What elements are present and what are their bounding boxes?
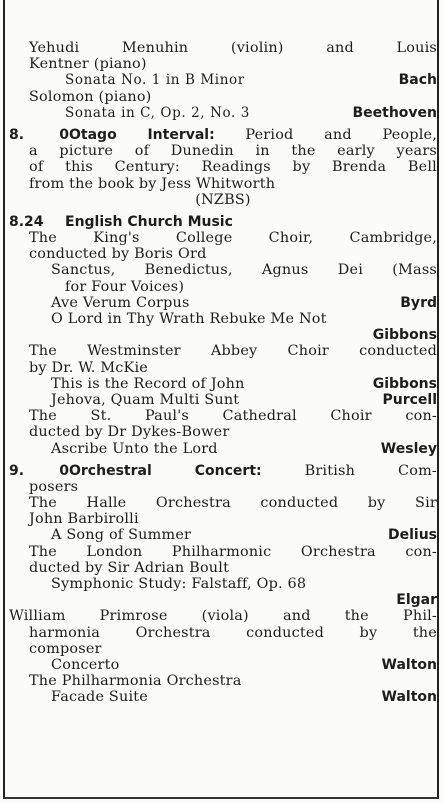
programme-work: Sonata in C, Op. 2, No. 3 Beethoven bbox=[65, 104, 437, 121]
programme-line: ducted by Sir Adrian Boult bbox=[29, 559, 230, 576]
programme-line: John Barbirolli bbox=[29, 511, 139, 528]
programme-line: (NZBS) bbox=[195, 191, 251, 208]
programme-work: Symphonic Study: Falstaff, Op. 68 bbox=[51, 576, 307, 592]
programme-line: William Primrose (viola) and the Phil- bbox=[9, 608, 437, 625]
left-column-rule bbox=[3, 0, 5, 798]
programme-line: posers bbox=[29, 478, 79, 495]
composer-name: Byrd bbox=[396, 295, 437, 311]
programme-line: The Halle Orchestra conducted by Sir bbox=[29, 495, 437, 512]
composer-name: Gibbons bbox=[369, 376, 437, 392]
bottom-rule bbox=[3, 797, 439, 799]
programme-line: The St. Paul's Cathedral Choir con- bbox=[29, 408, 437, 425]
composer-name: Delius bbox=[384, 527, 437, 543]
programme-work: Sonata No. 1 in B Minor Bach bbox=[65, 72, 437, 89]
programme-line: Kentner (piano) bbox=[29, 56, 147, 73]
programme-line: Yehudi Menuhin (violin) and Louis bbox=[29, 40, 437, 56]
programme-line: by Dr. W. McKie bbox=[29, 359, 148, 376]
programme-heading: 8. 0Otago Interval: Period and People, bbox=[9, 126, 437, 143]
programme-line: The Westminster Abbey Choir conducted bbox=[29, 343, 437, 360]
programme-work: O Lord in Thy Wrath Rebuke Me Not bbox=[51, 311, 327, 327]
programme-line: The London Philharmonic Orchestra con- bbox=[29, 543, 437, 560]
programme-work: Ave Verum Corpus Byrd bbox=[51, 294, 437, 311]
programme-heading: 9. 0Orchestral Concert: British Com- bbox=[9, 462, 437, 479]
programme-work: for Four Voices) bbox=[65, 278, 185, 295]
programme-title: Otago Interval: bbox=[69, 126, 215, 143]
programme-line: Solomon (piano) bbox=[29, 88, 152, 105]
programme-time: 9. 0 bbox=[9, 462, 69, 479]
composer-name: Walton bbox=[378, 689, 437, 705]
programme-line: The Philharmonia Orchestra bbox=[29, 673, 242, 690]
programme-line: a picture of Dunedin in the early years bbox=[29, 143, 437, 160]
programme-line: from the book by Jess Whitworth bbox=[29, 175, 276, 192]
composer-name: Bach bbox=[395, 72, 437, 88]
composer-name: Elgar bbox=[392, 592, 437, 608]
programme-line: of this Century: Readings by Brenda Bell bbox=[29, 159, 437, 176]
programme-time: 8. 0 bbox=[9, 126, 69, 143]
programme-time: 8.24 bbox=[9, 213, 44, 230]
composer-name: Wesley bbox=[377, 441, 437, 457]
programme-work bbox=[9, 592, 437, 608]
programme-work: Ascribe Unto the Lord Wesley bbox=[51, 440, 437, 457]
programme-line: The King's College Choir, Cambridge, bbox=[29, 230, 437, 247]
programme-title: Orchestral Concert: bbox=[69, 462, 262, 479]
programme-work bbox=[9, 327, 437, 343]
programme-work: Concerto Walton bbox=[51, 656, 437, 673]
composer-name: Purcell bbox=[378, 392, 437, 408]
right-column-rule bbox=[437, 0, 439, 798]
composer-name: Walton bbox=[378, 657, 437, 673]
programme-line: conducted by Boris Ord bbox=[29, 246, 207, 263]
programme-work: This is the Record of John Gibbons bbox=[51, 375, 437, 392]
programme-work: Facade Suite Walton bbox=[51, 689, 437, 706]
composer-name: Gibbons bbox=[369, 327, 437, 343]
programme-work: A Song of Summer Delius bbox=[51, 527, 437, 544]
programme-line: ducted by Dr Dykes-Bower bbox=[29, 424, 230, 441]
programme-work: Sanctus, Benedictus, Agnus Dei (Mass bbox=[51, 262, 437, 279]
programme-line: composer bbox=[29, 640, 102, 657]
programme-work: Jehova, Quam Multi Sunt Purcell bbox=[51, 391, 437, 408]
composer-name: Beethoven bbox=[348, 105, 437, 121]
programme-heading bbox=[9, 214, 437, 230]
programme-line: harmonia Orchestra conducted by the bbox=[29, 624, 437, 641]
programme-title: English Church Music bbox=[65, 213, 233, 230]
programme-column bbox=[9, 40, 437, 706]
